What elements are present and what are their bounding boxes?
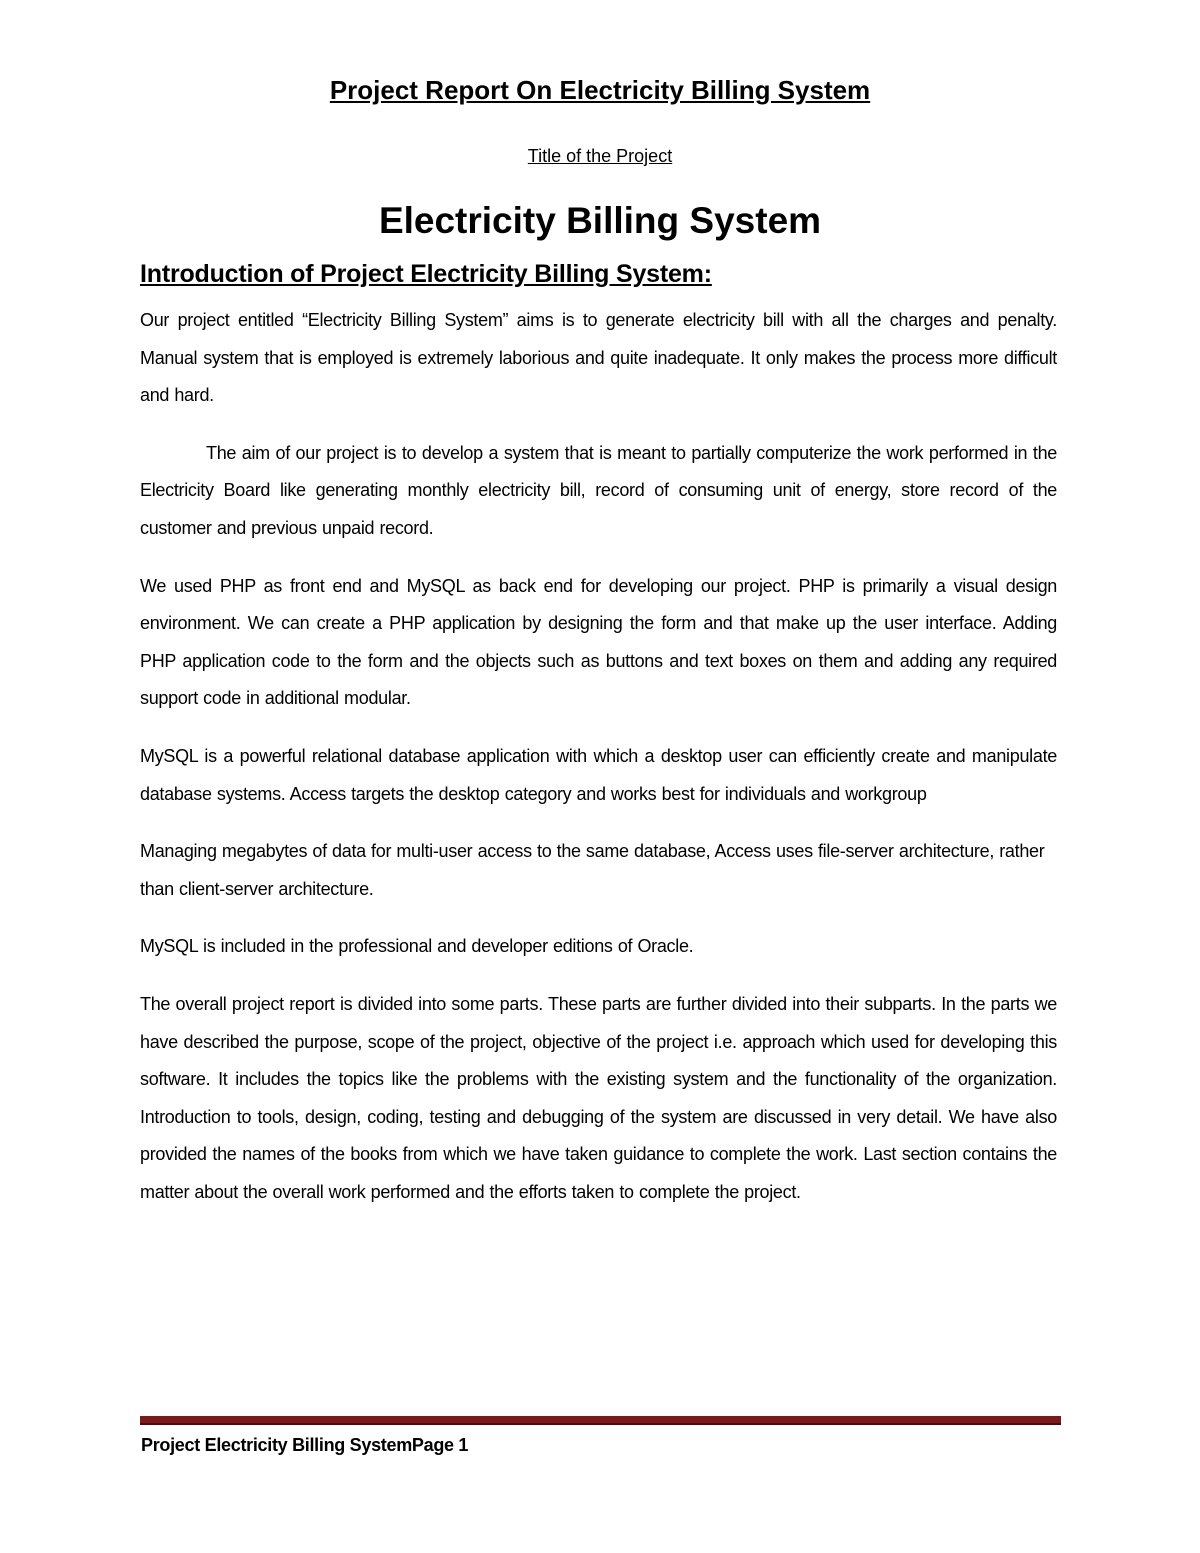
paragraph-megabytes: Managing megabytes of data for multi-user access to the same database, Access uses file-server architecture, rather than client-server architecture. [140, 841, 1045, 899]
report-title: Project Report On Electricity Billing System [329, 75, 871, 105]
project-name-title: Electricity Billing System [378, 200, 822, 241]
project-subtitle: Title of the Project [527, 146, 673, 166]
paragraph-php: We used PHP as front end and MySQL as back end for developing our project. PHP is primarily a visual design environment. We can create a PHP application by designing the form and that make up the user interface. Adding PHP application code to the form and the objects such as buttons and text boxes on them and adding any required support code in additional modular. [140, 575, 1057, 709]
paragraph-intro: Our project entitled “Electricity Billing System” aims is to generate electricity bill with all the charges and penalty. Manual system that is employed is extremely laborious and quite inadequate. It only makes the process more difficult and hard. [140, 310, 1057, 406]
paragraph-overview: The overall project report is divided into some parts. These parts are further divided into their subparts. In the parts we have described the purpose, scope of the project, objective of the project i.e. approach which used for developing this software. It includes the topics like the problems with the existing system and the functionality of the organization. Introduction to tools, design, coding, testing and debugging of the system are discussed in very detail. We have also provided the names of the books from which we have taken guidance to complete the work. Last section contains the matter about the overall work performed and the efforts taken to complete the project. [140, 993, 1057, 1202]
section-heading-introduction: Introduction of Project Electricity Billing System: [140, 260, 712, 288]
paragraph-mysql: MySQL is a powerful relational database application with which a desktop user can efficiently create and manipulate database systems. Access targets the desktop category and works best for individuals and workgroup [140, 745, 1057, 804]
paragraph-editions: MySQL is included in the professional and developer editions of Oracle. [140, 936, 694, 957]
footer-divider [140, 1416, 1061, 1425]
paragraph-aim: The aim of our project is to develop a system that is meant to partially computerize the work performed in the Electricity Board like generating monthly electricity bill, record of consuming unit of energy, store record of the customer and previous unpaid record. [140, 442, 1057, 538]
document-body [140, 302, 1057, 1231]
footer-page-label: Project Electricity Billing SystemPage 1 [141, 1435, 469, 1455]
